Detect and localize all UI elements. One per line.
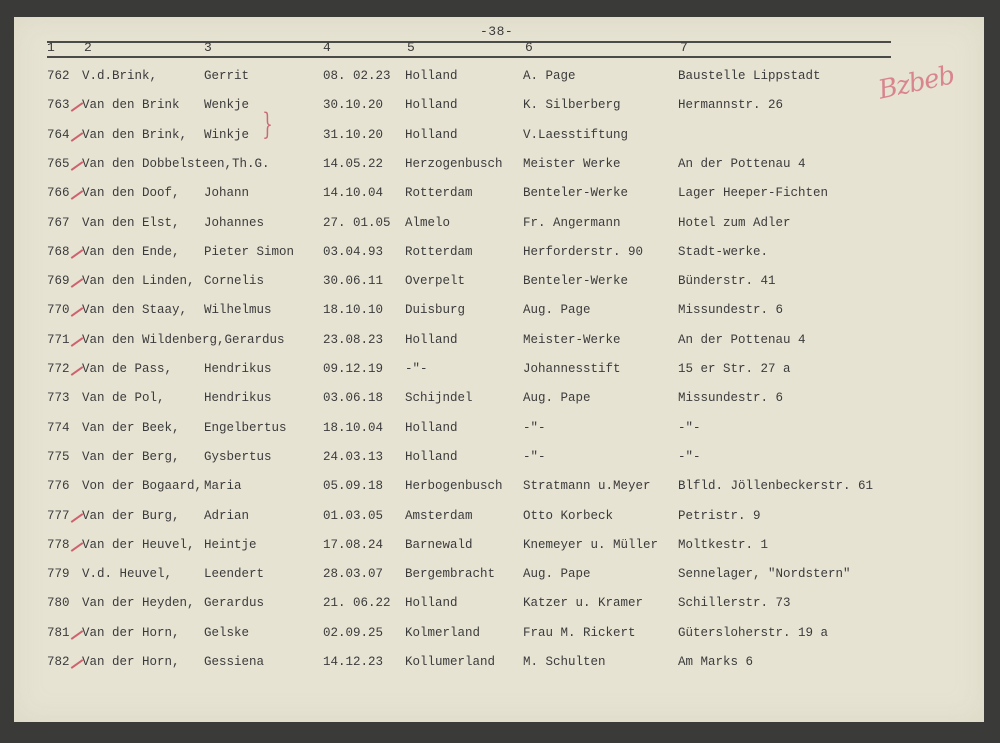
origin: Kolmerland (405, 626, 481, 640)
column-header-6: 6 (525, 40, 533, 55)
birth-date: 01.03.05 (323, 509, 384, 523)
entry-number: 775 (47, 450, 70, 464)
birth-date: 08. 02.23 (323, 69, 391, 83)
employer: Aug. Page (523, 303, 591, 317)
origin: Almelo (405, 216, 451, 230)
entry-number: 776 (47, 479, 70, 493)
first-name: Wenkje (204, 98, 250, 112)
first-name: Maria (204, 479, 242, 493)
employer: A. Page (523, 69, 576, 83)
surname: Van den Staay, (82, 303, 188, 317)
address: An der Pottenau 4 (678, 333, 806, 347)
entry-number: 771 (47, 333, 70, 347)
table-row (0, 274, 1000, 296)
address: Hotel zum Adler (678, 216, 791, 230)
entry-number: 781 (47, 626, 70, 640)
first-name: Gerardus (204, 596, 265, 610)
origin: Holland (405, 450, 458, 464)
entry-number: 773 (47, 391, 70, 405)
address: Moltkestr. 1 (678, 538, 769, 552)
header-rule-bottom (47, 56, 891, 58)
first-name: Engelbertus (204, 421, 287, 435)
entry-number: 770 (47, 303, 70, 317)
birth-date: 02.09.25 (323, 626, 384, 640)
employer: Otto Korbeck (523, 509, 614, 523)
entry-number: 769 (47, 274, 70, 288)
address: Schillerstr. 73 (678, 596, 791, 610)
surname: Van der Heyden, (82, 596, 195, 610)
origin: Rotterdam (405, 186, 473, 200)
employer: -"- (523, 450, 546, 464)
birth-date: 14.10.04 (323, 186, 384, 200)
birth-date: 30.06.11 (323, 274, 384, 288)
handwritten-note: Bzbeb (875, 60, 957, 106)
birth-date: 27. 01.05 (323, 216, 391, 230)
birth-date: 14.12.23 (323, 655, 384, 669)
origin: Holland (405, 98, 458, 112)
birth-date: 14.05.22 (323, 157, 384, 171)
table-row (0, 128, 1000, 150)
origin: Holland (405, 69, 458, 83)
column-header-7: 7 (680, 40, 688, 55)
birth-date: 05.09.18 (323, 479, 384, 493)
employer: Katzer u. Kramer (523, 596, 644, 610)
employer: Fr. Angermann (523, 216, 621, 230)
column-header-5: 5 (407, 40, 415, 55)
entry-number: 766 (47, 186, 70, 200)
origin: Holland (405, 333, 458, 347)
address: Sennelager, "Nordstern" (678, 567, 851, 581)
address: Petristr. 9 (678, 509, 761, 523)
surname: Van den Linden, (82, 274, 195, 288)
table-row (0, 450, 1000, 472)
origin: Bergembracht (405, 567, 496, 581)
surname: Van den Ende, (82, 245, 180, 259)
address: Missundestr. 6 (678, 303, 784, 317)
first-name: Adrian (204, 509, 250, 523)
surname: Von der Bogaard, (82, 479, 203, 493)
address: Baustelle Lippstadt (678, 69, 821, 83)
first-name: Wilhelmus (204, 303, 272, 317)
first-name: Cornelis (204, 274, 265, 288)
origin: -"- (405, 362, 428, 376)
origin: Overpelt (405, 274, 466, 288)
origin: Holland (405, 421, 458, 435)
address: Stadt-werke. (678, 245, 769, 259)
birth-date: 23.08.23 (323, 333, 384, 347)
table-row (0, 303, 1000, 325)
birth-date: 18.10.10 (323, 303, 384, 317)
first-name: Hendrikus (204, 362, 272, 376)
employer: Aug. Pape (523, 391, 591, 405)
birth-date: 28.03.07 (323, 567, 384, 581)
surname: Van der Horn, (82, 626, 180, 640)
entry-number: 767 (47, 216, 70, 230)
table-row (0, 69, 1000, 91)
table-row (0, 421, 1000, 443)
first-name: Gelske (204, 626, 250, 640)
entry-number: 774 (47, 421, 70, 435)
surname: V.d. Heuvel, (82, 567, 173, 581)
address: Gütersloherstr. 19 a (678, 626, 829, 640)
first-name: Johann (204, 186, 250, 200)
birth-date: 03.04.93 (323, 245, 384, 259)
first-name: Gessiena (204, 655, 265, 669)
entry-number: 763 (47, 98, 70, 112)
employer: Meister-Werke (523, 333, 621, 347)
first-name: Gerrit (204, 69, 250, 83)
entry-number: 768 (47, 245, 70, 259)
table-row (0, 479, 1000, 501)
entry-number: 780 (47, 596, 70, 610)
employer: V.Laesstiftung (523, 128, 629, 142)
address: -"- (678, 421, 701, 435)
birth-date: 21. 06.22 (323, 596, 391, 610)
surname: Van der Heuvel, (82, 538, 195, 552)
employer: Benteler-Werke (523, 186, 629, 200)
table-row (0, 362, 1000, 384)
origin: Schijndel (405, 391, 473, 405)
birth-date: 24.03.13 (323, 450, 384, 464)
birth-date: 18.10.04 (323, 421, 384, 435)
birth-date: 03.06.18 (323, 391, 384, 405)
table-row (0, 567, 1000, 589)
first-name: Heintje (204, 538, 257, 552)
address: Lager Heeper-Fichten (678, 186, 829, 200)
address: Bünderstr. 41 (678, 274, 776, 288)
address: Am Marks 6 (678, 655, 754, 669)
first-name: Pieter Simon (204, 245, 295, 259)
surname: Van den Elst, (82, 216, 180, 230)
employer: Johannesstift (523, 362, 621, 376)
table-row (0, 509, 1000, 531)
employer: -"- (523, 421, 546, 435)
red-brace-mark: } (262, 107, 273, 142)
surname: Van de Pass, (82, 362, 173, 376)
birth-date: 17.08.24 (323, 538, 384, 552)
employer: M. Schulten (523, 655, 606, 669)
surname: Van der Horn, (82, 655, 180, 669)
surname: Van de Pol, (82, 391, 165, 405)
address: Hermannstr. 26 (678, 98, 784, 112)
table-row (0, 538, 1000, 560)
entry-number: 777 (47, 509, 70, 523)
surname: Van den Dobbelsteen,Th.G. (82, 157, 270, 171)
first-name: Hendrikus (204, 391, 272, 405)
surname: Van der Burg, (82, 509, 180, 523)
entry-number: 779 (47, 567, 70, 581)
column-header-1: 1 (47, 40, 55, 55)
entry-number: 772 (47, 362, 70, 376)
birth-date: 30.10.20 (323, 98, 384, 112)
entry-number: 765 (47, 157, 70, 171)
surname: Van den Wildenberg,Gerardus (82, 333, 285, 347)
employer: Meister Werke (523, 157, 621, 171)
employer: K. Silberberg (523, 98, 621, 112)
column-header-3: 3 (204, 40, 212, 55)
page-number: -38- (480, 24, 514, 39)
origin: Duisburg (405, 303, 466, 317)
address: -"- (678, 450, 701, 464)
table-row (0, 98, 1000, 120)
employer: Frau M. Rickert (523, 626, 636, 640)
table-row (0, 596, 1000, 618)
table-row (0, 655, 1000, 677)
surname: Van den Doof, (82, 186, 180, 200)
column-header-4: 4 (323, 40, 331, 55)
entry-number: 782 (47, 655, 70, 669)
origin: Holland (405, 596, 458, 610)
employer: Herforderstr. 90 (523, 245, 644, 259)
table-row (0, 216, 1000, 238)
table-row (0, 186, 1000, 208)
origin: Rotterdam (405, 245, 473, 259)
table-row (0, 626, 1000, 648)
employer: Benteler-Werke (523, 274, 629, 288)
employer: Aug. Pape (523, 567, 591, 581)
birth-date: 09.12.19 (323, 362, 384, 376)
origin: Amsterdam (405, 509, 473, 523)
address: 15 er Str. 27 a (678, 362, 791, 376)
origin: Holland (405, 128, 458, 142)
surname: Van den Brink (82, 98, 180, 112)
entry-number: 764 (47, 128, 70, 142)
origin: Herbogenbusch (405, 479, 503, 493)
entry-number: 778 (47, 538, 70, 552)
surname: Van den Brink, (82, 128, 188, 142)
birth-date: 31.10.20 (323, 128, 384, 142)
origin: Kollumerland (405, 655, 496, 669)
header-rule-top (47, 41, 891, 43)
table-row (0, 333, 1000, 355)
first-name: Winkje (204, 128, 250, 142)
table-row (0, 391, 1000, 413)
address: Blfld. Jöllenbeckerstr. 61 (678, 479, 874, 493)
surname: Van der Beek, (82, 421, 180, 435)
surname: Van der Berg, (82, 450, 180, 464)
column-header-2: 2 (84, 40, 92, 55)
origin: Herzogenbusch (405, 157, 503, 171)
entry-number: 762 (47, 69, 70, 83)
first-name: Johannes (204, 216, 265, 230)
address: An der Pottenau 4 (678, 157, 806, 171)
surname: V.d.Brink, (82, 69, 158, 83)
employer: Knemeyer u. Müller (523, 538, 659, 552)
origin: Barnewald (405, 538, 473, 552)
table-row (0, 157, 1000, 179)
first-name: Gysbertus (204, 450, 272, 464)
table-row (0, 245, 1000, 267)
first-name: Leendert (204, 567, 265, 581)
employer: Stratmann u.Meyer (523, 479, 651, 493)
address: Missundestr. 6 (678, 391, 784, 405)
